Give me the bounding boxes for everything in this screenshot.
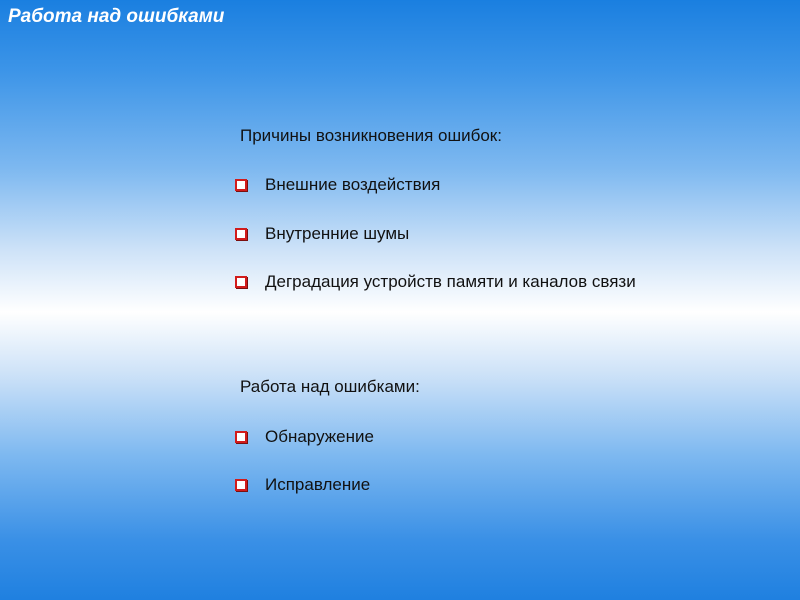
square-bullet-icon — [235, 479, 247, 491]
list-item-label: Деградация устройств памяти и каналов связи — [265, 272, 636, 291]
square-bullet-icon — [235, 228, 247, 240]
square-bullet-icon — [235, 431, 247, 443]
list-item — [235, 175, 440, 195]
list-item-label: Исправление — [265, 475, 371, 494]
list-item-label: Внешние воздействия — [265, 175, 441, 194]
list-item — [235, 224, 409, 244]
causes-heading: Причины возникновения ошибок: — [240, 126, 502, 145]
list-item — [235, 427, 374, 447]
list-item-label: Обнаружение — [265, 427, 374, 446]
list-item — [235, 475, 370, 495]
list-item — [235, 272, 636, 292]
error-work-heading: Работа над ошибками: — [240, 377, 420, 396]
slide-title: Работа над ошибками — [8, 6, 225, 27]
square-bullet-icon — [235, 276, 247, 288]
list-item-label: Внутренние шумы — [265, 224, 410, 243]
square-bullet-icon — [235, 179, 247, 191]
